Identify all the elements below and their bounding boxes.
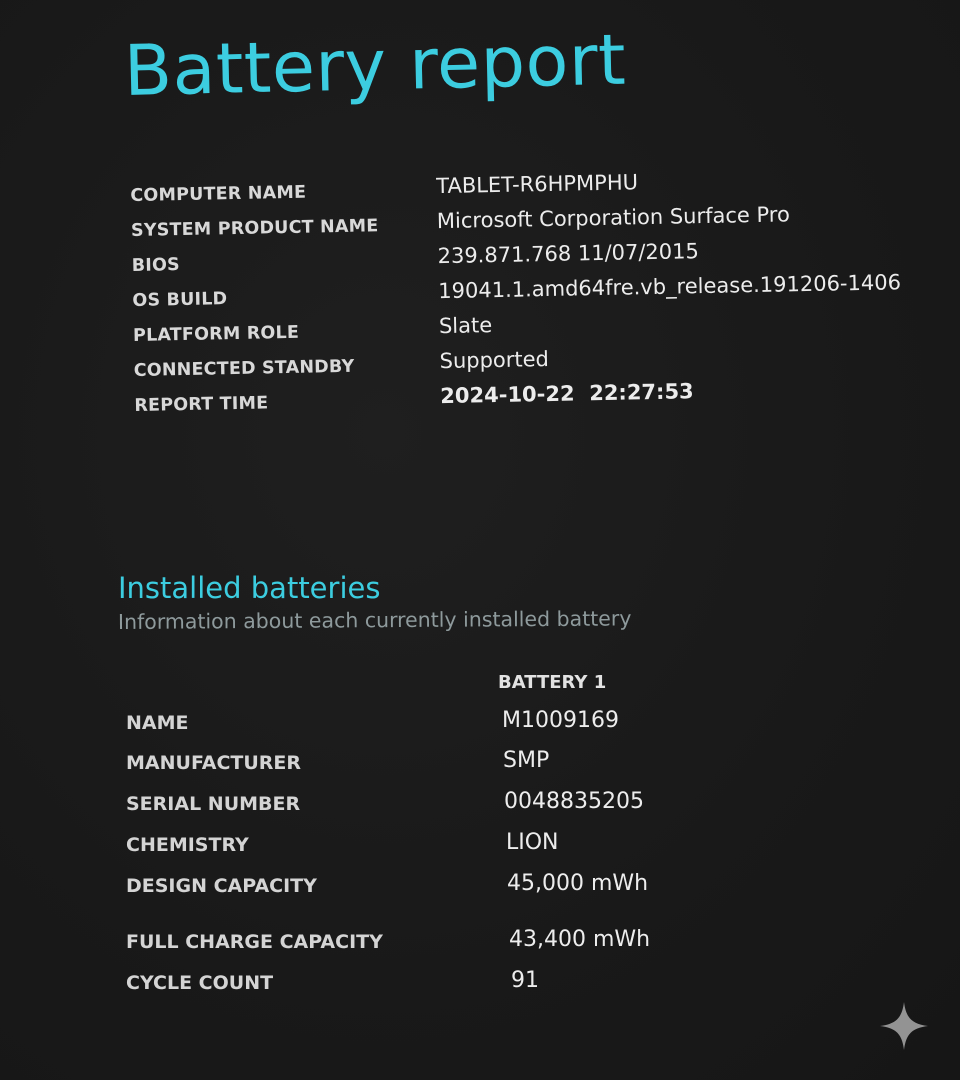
battery-value: LION [506, 830, 559, 855]
info-row-connected-standby [133, 346, 550, 386]
battery-label: FULL CHARGE CAPACITY [126, 931, 383, 953]
info-label: COMPUTER NAME [130, 182, 307, 206]
info-value: TABLET-R6HPMPHU [436, 170, 639, 199]
battery-row-full-charge-capacity [126, 925, 826, 965]
info-value: 2024-10-22 22:27:53 [440, 379, 694, 409]
battery-label: CYCLE COUNT [126, 972, 274, 994]
battery-row-serial-number [126, 787, 826, 827]
info-row-system-product-name [130, 202, 791, 246]
info-value: 19041.1.amd64fre.vb_release.191206-1406 [438, 270, 902, 304]
sparkle-icon [878, 1000, 930, 1052]
battery-table [126, 668, 826, 1008]
info-row-os-build [132, 270, 902, 316]
info-label: CONNECTED STANDBY [133, 356, 355, 381]
battery-label: CHEMISTRY [126, 834, 249, 856]
info-row-report-time [134, 379, 694, 421]
battery-label: NAME [126, 712, 189, 734]
battery-row-name [126, 706, 826, 746]
info-label: SYSTEM PRODUCT NAME [130, 216, 379, 241]
system-info-table [130, 170, 902, 421]
section-title-installed-batteries: Installed batteries [118, 571, 381, 605]
info-value: Supported [439, 346, 550, 374]
info-value: Microsoft Corporation Surface Pro [436, 202, 791, 234]
battery-label: MANUFACTURER [126, 752, 302, 774]
battery-row-cycle-count [126, 966, 826, 1006]
battery-row-manufacturer [126, 746, 826, 786]
info-row-computer-name [130, 170, 639, 211]
info-label: BIOS [131, 255, 181, 276]
battery-value: SMP [503, 748, 550, 773]
battery-value: 91 [511, 968, 539, 993]
page-title: Battery report [123, 18, 627, 112]
battery-value: 0048835205 [504, 789, 644, 814]
info-label: PLATFORM ROLE [132, 322, 300, 346]
info-value: Slate [438, 313, 493, 339]
info-label: OS BUILD [132, 289, 228, 311]
battery-row-chemistry [126, 828, 826, 868]
battery-label: SERIAL NUMBER [126, 793, 301, 815]
battery-value: 43,400 mWh [509, 927, 651, 952]
battery-row-design-capacity [126, 869, 826, 909]
info-row-bios [131, 239, 700, 281]
battery-value: 45,000 mWh [507, 871, 649, 896]
battery-value: M1009169 [502, 708, 619, 733]
info-label: REPORT TIME [134, 393, 269, 416]
battery-column-header: BATTERY 1 [498, 672, 607, 693]
info-value: 239.871.768 11/07/2015 [437, 239, 700, 269]
info-row-platform-role [132, 313, 493, 351]
battery-label: DESIGN CAPACITY [126, 875, 317, 897]
section-subtitle: Information about each currently installed battery [117, 606, 632, 634]
